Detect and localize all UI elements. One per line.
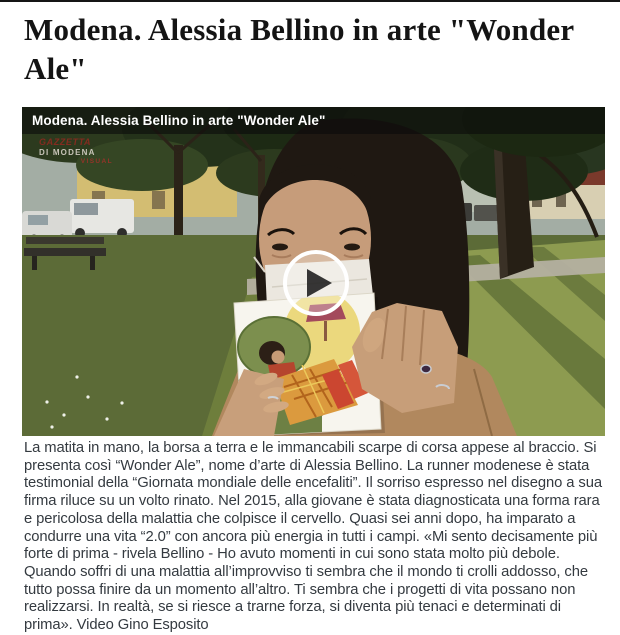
article-headline: Modena. Alessia Bellino in arte "Wonder Ale" [24,12,574,86]
watermark-line3: VISUAL [80,158,113,165]
video-title: Modena. Alessia Bellino in arte "Wonder Ale" [32,113,326,128]
video-player[interactable] [22,107,605,436]
play-button[interactable] [283,250,349,316]
parked-van [70,199,134,238]
play-icon [307,269,332,297]
watermark-line1: GAZZETTA [39,137,92,147]
watermark-line2: DI MODENA [39,148,96,157]
gem-ring [421,365,431,373]
watermark-logo [39,138,113,166]
video-title-bar [22,107,605,134]
article-body: La matita in mano, la borsa a terra e le immancabili scarpe di corsa appese al braccio. Si presenta così “Wonder Ale”, nome d’arte di Alessia Bellino. La runner modenese è stata testimonial della “Giornata mondiale delle encefaliti”. Il sorriso espresso nel disegno a sua firma riluce su un volto rinato. Nel 2015, alla giovane è stata diagnosticata una forma rara e pericolosa della malattia che colpisce il cervello. Quasi sei anni dopo, ha imparato a condurre una vita “2.0” con ancora più energia in tutti i campi. «Mi sento decisamente più forte di prima - rivela Bellino - Ho avuto momenti in cui sono stata molto più debole. Quando soffri di una malattia all’improvviso ti sembra che il mondo ti crolli addosso, che tutto possa finire da un momento all’altro. Ti sembra che i progetti di vita possano non realizzarsi. In realtà, se si riesce a trarne forza, si diventa più tenaci e determinati di prima». Video Gino Esposito [24,440,602,634]
top-border [0,0,620,2]
